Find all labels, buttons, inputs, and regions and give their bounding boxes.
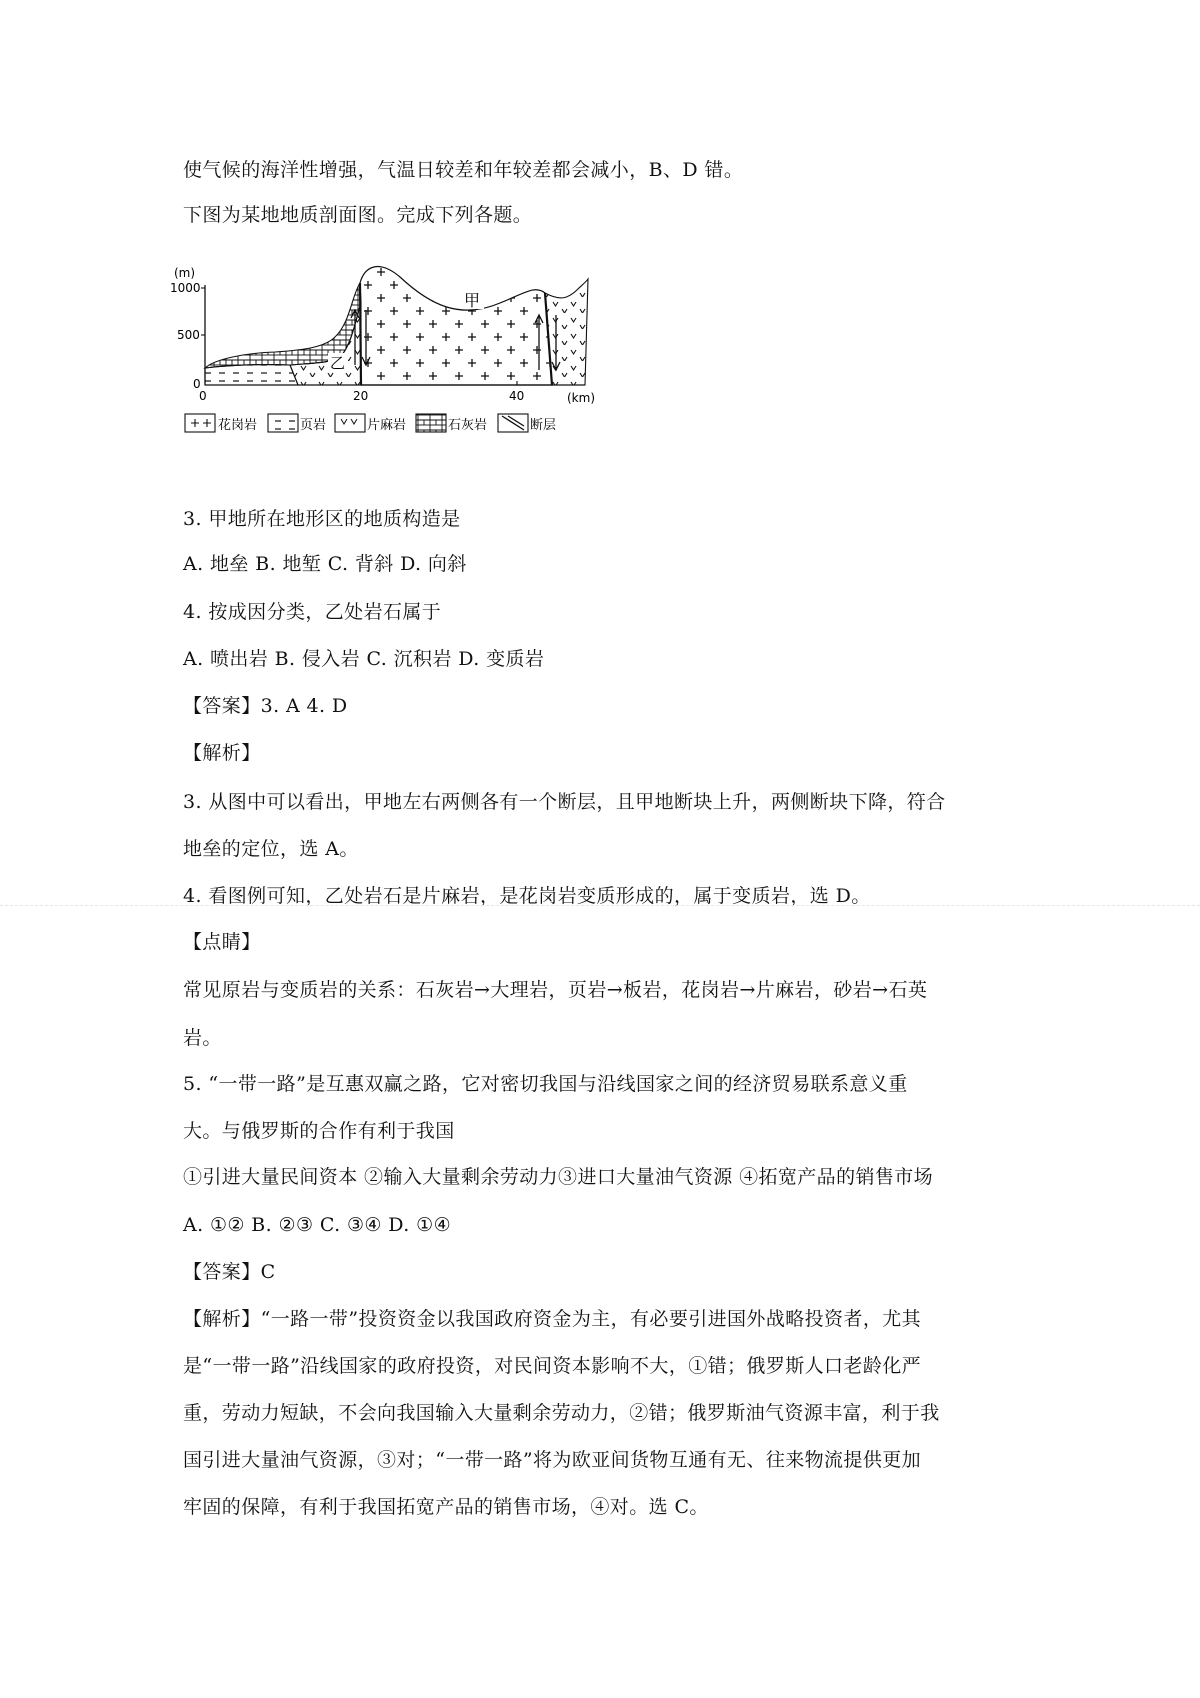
analysis-3-line-2: 地垒的定位，选 A。: [183, 838, 359, 860]
question-3-options: A. 地垒 B. 地堑 C. 背斜 D. 向斜: [183, 553, 467, 575]
analysis-5-line-4: 国引进大量油气资源，③对；“一带一路”将为欧亚间货物互通有无、往来物流提供更加: [183, 1449, 922, 1471]
intro-line: 下图为某地地质剖面图。完成下列各题。: [183, 204, 533, 226]
analysis-5-line-1: 【解析】“一路一带”投资资金以我国政府资金为主，有必要引进国外战略投资者，尤其: [183, 1308, 922, 1330]
x-tick-label: 20: [353, 389, 369, 403]
fault-left: [360, 283, 361, 385]
answer-heading: 【答案】3. A 4. D: [183, 695, 348, 717]
y-axis-unit: (m): [174, 266, 196, 280]
question-4: 4. 按成因分类，乙处岩石属于: [183, 601, 442, 623]
text-line: 使气候的海洋性增强，气温日较差和年较差都会减小，B、D 错。: [183, 159, 744, 181]
analysis-3-line-1: 3. 从图中可以看出，甲地左右两侧各有一个断层，且甲地断块上升，两侧断块下降，符合: [183, 791, 946, 813]
question-5-options: A. ①② B. ②③ C. ③④ D. ①④: [183, 1214, 452, 1236]
analysis-5-line-3: 重，劳动力短缺，不会向我国输入大量剩余劳动力，②错；俄罗斯油气资源丰富，利于我: [183, 1402, 940, 1424]
question-4-options: A. 喷出岩 B. 侵入岩 C. 沉积岩 D. 变质岩: [183, 648, 545, 670]
tips-heading: 【点睛】: [183, 931, 261, 953]
analysis-heading: 【解析】: [183, 742, 261, 764]
tips-line-2: 岩。: [183, 1027, 222, 1049]
label-yi: 乙: [330, 354, 346, 372]
geologic-cross-section-figure: [170, 265, 660, 490]
y-tick-label: 0: [193, 377, 201, 391]
x-axis-unit: (km): [567, 391, 596, 405]
granite-horst-block: [360, 267, 552, 385]
page-divider: [0, 905, 1200, 906]
legend-label: 断层: [530, 418, 557, 433]
analysis-5-line-2: 是“一带一路”沿线国家的政府投资，对民间资本影响不大，①错；俄罗斯人口老龄化严: [183, 1355, 922, 1377]
legend-label: 石灰岩: [448, 418, 488, 433]
legend: [185, 414, 556, 433]
question-5-line-1: 5. “一带一路”是互惠双赢之路，它对密切我国与沿线国家之间的经济贸易联系意义重: [183, 1073, 908, 1095]
label-jia: 甲: [464, 291, 481, 310]
legend-label: 片麻岩: [367, 418, 407, 433]
legend-label: 页岩: [300, 418, 327, 433]
answer-5: 【答案】C: [183, 1261, 276, 1283]
x-tick-label: 0: [199, 389, 207, 403]
y-tick-label: 500: [177, 328, 200, 342]
tips-line-1: 常见原岩与变质岩的关系：石灰岩→大理岩，页岩→板岩，花岗岩→片麻岩，砂岩→石英: [183, 979, 928, 1001]
question-5-statements: ①引进大量民间资本 ②输入大量剩余劳动力③进口大量油气资源 ④拓宽产品的销售市场: [183, 1166, 934, 1188]
analysis-5-line-5: 牢固的保障，有利于我国拓宽产品的销售市场，④对。选 C。: [183, 1496, 709, 1518]
shale-layer: [205, 365, 298, 385]
question-3: 3. 甲地所在地形区的地质构造是: [183, 508, 461, 530]
analysis-4: 4. 看图例可知，乙处岩石是片麻岩，是花岗岩变质形成的，属于变质岩，选 D。: [183, 885, 871, 907]
legend-label: 花岗岩: [218, 418, 258, 433]
question-5-line-2: 大。与俄罗斯的合作有利于我国: [183, 1120, 455, 1142]
y-tick-label: 1000: [170, 281, 201, 295]
x-tick-label: 40: [509, 389, 525, 403]
